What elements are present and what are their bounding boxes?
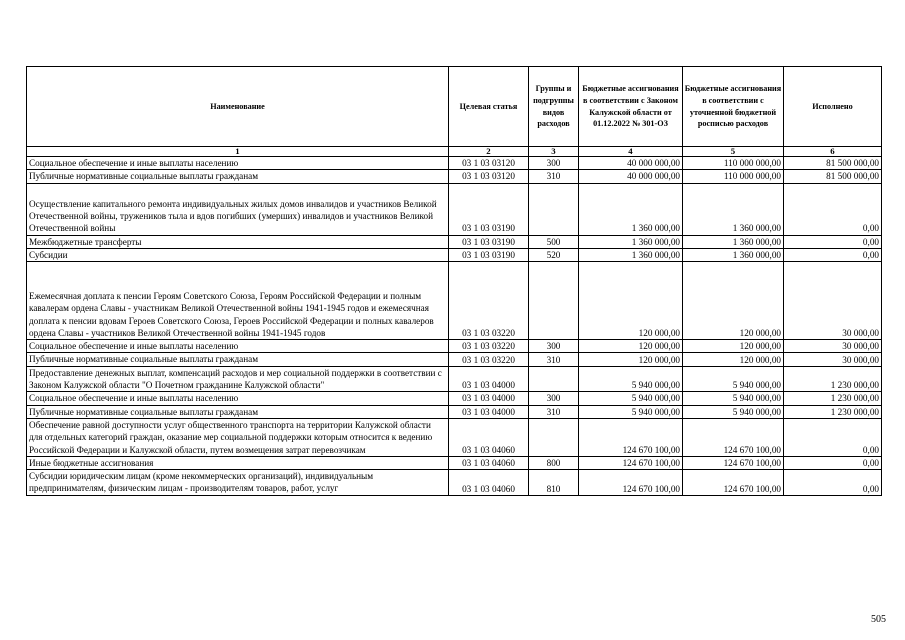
row-name: Публичные нормативные социальные выплаты гражданам [27, 353, 449, 366]
column-number: 3 [529, 147, 579, 157]
column-number: 4 [579, 147, 683, 157]
row-executed-amount: 0,00 [784, 470, 882, 496]
column-number: 1 [27, 147, 449, 157]
row-law-amount: 1 360 000,00 [579, 248, 683, 261]
row-refined-amount: 5 940 000,00 [683, 405, 784, 418]
row-group: 800 [529, 456, 579, 469]
row-executed-amount: 81 500 000,00 [784, 157, 882, 170]
table-row [27, 262, 882, 340]
row-refined-amount: 110 000 000,00 [683, 157, 784, 170]
row-refined-amount: 1 360 000,00 [683, 183, 784, 235]
header-executed: Исполнено [784, 67, 882, 147]
header-refined-allocation: Бюджетные ассигнования в соответствии с уточненной бюджетной росписью расходов [683, 67, 784, 147]
row-group: 310 [529, 353, 579, 366]
row-executed-amount: 1 230 000,00 [784, 405, 882, 418]
table-row [27, 353, 882, 366]
row-name: Межбюджетные трансферты [27, 235, 449, 248]
row-law-amount: 5 940 000,00 [579, 405, 683, 418]
header-name: Наименование [27, 67, 449, 147]
row-law-amount: 124 670 100,00 [579, 470, 683, 496]
table-row [27, 392, 882, 405]
table-row [27, 366, 882, 392]
row-group: 310 [529, 170, 579, 183]
row-refined-amount: 1 360 000,00 [683, 235, 784, 248]
row-article: 03 1 03 03190 [449, 235, 529, 248]
table-row [27, 170, 882, 183]
row-group: 500 [529, 235, 579, 248]
row-executed-amount: 30 000,00 [784, 262, 882, 340]
row-article: 03 1 03 04000 [449, 405, 529, 418]
row-refined-amount: 5 940 000,00 [683, 392, 784, 405]
column-number: 2 [449, 147, 529, 157]
row-article: 03 1 03 04060 [449, 456, 529, 469]
row-group [529, 366, 579, 392]
row-name: Осуществление капитального ремонта индивидуальных жилых домов инвалидов и участников Великой Отечественной войны, тружеников тыла и вдов погибших (умерших) инвалидов и участников Великой Отечественной войны [27, 183, 449, 235]
row-name: Ежемесячная доплата к пенсии Героям Советского Союза, Героям Российской Федерации и полным кавалерам ордена Славы - участникам Великой Отечественной войны 1941-1945 годов и ежемесячная доплата к пенсии вдовам Героев Советского Союза, Героев Российской Федерации и полных кавалеров ордена Славы - участников Великой Отечественной войны 1941-1945 годов [27, 262, 449, 340]
row-refined-amount: 1 360 000,00 [683, 248, 784, 261]
row-group: 520 [529, 248, 579, 261]
row-name: Социальное обеспечение и иные выплаты населению [27, 392, 449, 405]
table-row [27, 470, 882, 496]
row-name: Субсидии [27, 248, 449, 261]
column-number: 5 [683, 147, 784, 157]
row-executed-amount: 1 230 000,00 [784, 366, 882, 392]
row-group: 810 [529, 470, 579, 496]
header-target-article: Целевая статья [449, 67, 529, 147]
row-article: 03 1 03 03190 [449, 248, 529, 261]
row-article: 03 1 03 04000 [449, 392, 529, 405]
page-number: 505 [871, 614, 886, 625]
row-law-amount: 124 670 100,00 [579, 418, 683, 456]
table-row [27, 235, 882, 248]
row-article: 03 1 03 03220 [449, 353, 529, 366]
row-group: 300 [529, 392, 579, 405]
budget-table [26, 66, 882, 496]
row-executed-amount: 30 000,00 [784, 340, 882, 353]
row-group: 300 [529, 340, 579, 353]
row-law-amount: 40 000 000,00 [579, 170, 683, 183]
table-row [27, 183, 882, 235]
column-number: 6 [784, 147, 882, 157]
row-name: Публичные нормативные социальные выплаты гражданам [27, 170, 449, 183]
row-article: 03 1 03 03220 [449, 262, 529, 340]
row-executed-amount: 81 500 000,00 [784, 170, 882, 183]
row-law-amount: 40 000 000,00 [579, 157, 683, 170]
row-executed-amount: 0,00 [784, 248, 882, 261]
table-row [27, 340, 882, 353]
row-article: 03 1 03 04060 [449, 418, 529, 456]
header-law-allocation: Бюджетные ассигнования в соответствии с Законом Калужской области от 01.12.2022 № 301-ОЗ [579, 67, 683, 147]
row-executed-amount: 0,00 [784, 183, 882, 235]
row-refined-amount: 120 000,00 [683, 340, 784, 353]
row-article: 03 1 03 03120 [449, 170, 529, 183]
column-number-row [27, 147, 882, 157]
row-law-amount: 5 940 000,00 [579, 392, 683, 405]
row-refined-amount: 124 670 100,00 [683, 470, 784, 496]
row-law-amount: 1 360 000,00 [579, 183, 683, 235]
row-article: 03 1 03 04060 [449, 470, 529, 496]
row-article: 03 1 03 03220 [449, 340, 529, 353]
row-executed-amount: 1 230 000,00 [784, 392, 882, 405]
row-law-amount: 120 000,00 [579, 340, 683, 353]
row-refined-amount: 120 000,00 [683, 353, 784, 366]
row-law-amount: 5 940 000,00 [579, 366, 683, 392]
header-expense-group: Группы и подгруппы видов расходов [529, 67, 579, 147]
row-executed-amount: 30 000,00 [784, 353, 882, 366]
row-law-amount: 120 000,00 [579, 262, 683, 340]
row-executed-amount: 0,00 [784, 418, 882, 456]
row-refined-amount: 124 670 100,00 [683, 418, 784, 456]
table-row [27, 405, 882, 418]
row-name: Социальное обеспечение и иные выплаты населению [27, 340, 449, 353]
row-name: Субсидии юридическим лицам (кроме некоммерческих организаций), индивидуальным предпринимателям, физическим лицам - производителям товаров, работ, услуг [27, 470, 449, 496]
row-group [529, 418, 579, 456]
row-executed-amount: 0,00 [784, 235, 882, 248]
header-row [27, 67, 882, 147]
row-article: 03 1 03 03190 [449, 183, 529, 235]
row-name: Социальное обеспечение и иные выплаты населению [27, 157, 449, 170]
row-refined-amount: 120 000,00 [683, 262, 784, 340]
row-name: Иные бюджетные ассигнования [27, 456, 449, 469]
row-group: 310 [529, 405, 579, 418]
table-row [27, 456, 882, 469]
row-executed-amount: 0,00 [784, 456, 882, 469]
row-article: 03 1 03 03120 [449, 157, 529, 170]
table-row [27, 157, 882, 170]
table-row [27, 248, 882, 261]
row-law-amount: 120 000,00 [579, 353, 683, 366]
row-group: 300 [529, 157, 579, 170]
table-row [27, 418, 882, 456]
row-name: Предоставление денежных выплат, компенсаций расходов и мер социальной поддержки в соответствии с Законом Калужской области "О Почетном гражданине Калужской области" [27, 366, 449, 392]
row-name: Обеспечение равной доступности услуг общественного транспорта на территории Калужской области для отдельных категорий граждан, оказание мер социальной поддержки которым относится к ведению Российской Федерации и Калужской области, путем возмещения затрат перевозчикам [27, 418, 449, 456]
row-refined-amount: 124 670 100,00 [683, 456, 784, 469]
row-name: Публичные нормативные социальные выплаты гражданам [27, 405, 449, 418]
row-law-amount: 124 670 100,00 [579, 456, 683, 469]
row-group [529, 183, 579, 235]
row-refined-amount: 5 940 000,00 [683, 366, 784, 392]
row-law-amount: 1 360 000,00 [579, 235, 683, 248]
row-article: 03 1 03 04000 [449, 366, 529, 392]
row-refined-amount: 110 000 000,00 [683, 170, 784, 183]
row-group [529, 262, 579, 340]
